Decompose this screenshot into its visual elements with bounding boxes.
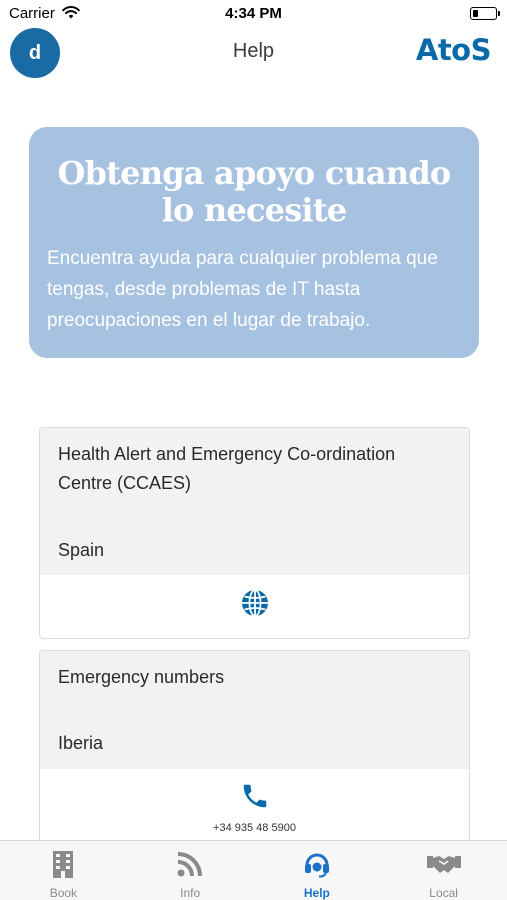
card-title: Health Alert and Emergency Co-ordination Centre (CCAES)	[58, 444, 396, 493]
hero-title: Obtenga apoyo cuando lo necesite	[57, 154, 451, 229]
tab-bar	[0, 840, 507, 900]
globe-icon[interactable]	[240, 588, 270, 623]
handshake-icon	[426, 850, 462, 883]
hero-banner	[29, 127, 479, 358]
card-header	[40, 428, 469, 575]
contact-card-emergency	[39, 650, 470, 850]
avatar[interactable]: d	[10, 28, 60, 78]
building-icon	[51, 850, 75, 883]
phone-number[interactable]: +34 935 48 5900	[213, 822, 296, 834]
card-header	[40, 651, 469, 769]
tab-info[interactable]	[127, 841, 254, 900]
rss-icon	[176, 850, 204, 883]
card-region: Iberia	[58, 733, 104, 753]
website-button[interactable]	[40, 588, 469, 623]
contact-card-ccaes	[39, 427, 470, 639]
battery-icon	[470, 7, 497, 20]
status-time: 4:34 PM	[225, 5, 282, 22]
call-button[interactable]	[40, 781, 469, 834]
atos-logo: AtoS	[415, 33, 491, 67]
card-title: Emergency numbers	[58, 667, 225, 687]
tab-label: Book	[49, 886, 78, 900]
tab-local[interactable]	[380, 841, 507, 900]
card-region: Spain	[58, 540, 105, 560]
page-title: Help	[232, 40, 275, 62]
carrier-label: Carrier	[9, 5, 55, 22]
tab-label: Help	[303, 886, 330, 900]
status-bar	[0, 0, 507, 28]
hero-text: Encuentra ayuda para cualquier problema que tengas, desde problemas de IT hasta preocupaciones en el lugar de trabajo.	[47, 248, 438, 331]
phone-icon[interactable]	[240, 781, 270, 816]
tab-help[interactable]	[254, 841, 381, 900]
headset-icon	[302, 850, 332, 883]
tab-label: Info	[180, 886, 201, 900]
tab-book[interactable]	[0, 841, 127, 900]
tab-label: Local	[429, 886, 458, 900]
